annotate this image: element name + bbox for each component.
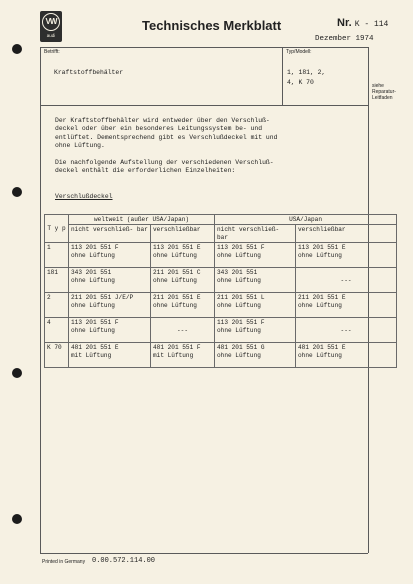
typ-header: T y p [45, 215, 69, 243]
type-label: Typ/Modell: [286, 49, 312, 55]
table-subheader-row [45, 225, 397, 243]
part-cell [69, 293, 151, 318]
vent-note: mit Lüftung [153, 351, 194, 359]
text-line: deckel oder über ein besonderes Leitungssystem be- und [55, 125, 263, 133]
vent-note: ohne Lüftung [71, 276, 115, 284]
paragraph-1 [55, 117, 277, 151]
table-row [45, 318, 397, 343]
part-cell [296, 268, 397, 293]
rule [40, 105, 368, 106]
bottom-rule [40, 553, 368, 554]
side-note-line: siehe [372, 83, 384, 89]
document-title: Technisches Merkblatt [142, 18, 282, 33]
typ-cell: 1 [45, 243, 69, 268]
table-row [45, 293, 397, 318]
vent-note: ohne Lüftung [71, 326, 115, 334]
part-number: 113 201 551 E [153, 244, 201, 252]
cap-table [44, 214, 397, 368]
vent-note: ohne Lüftung [71, 251, 115, 259]
part-cell [215, 243, 296, 268]
document-date: Dezember 1974 [315, 35, 374, 43]
subject-value: Kraftstoffbehälter [54, 69, 124, 76]
typ-cell: K 70 [45, 343, 69, 368]
table-row [45, 243, 397, 268]
vent-note: ohne Lüftung [217, 351, 261, 359]
vw-audi-logo [40, 11, 62, 42]
vent-note: ohne Lüftung [298, 351, 342, 359]
part-number: 211 201 551 C [153, 269, 201, 277]
logo-mark: VW [42, 13, 60, 31]
subheader-cell: nicht verschließ- bar [215, 225, 296, 243]
type-value-line2: 4, K 70 [287, 79, 314, 86]
vent-note: ohne Lüftung [298, 301, 342, 309]
part-number: 211 201 551 E [298, 294, 346, 302]
dash-placeholder: --- [177, 326, 188, 334]
side-note-line: Leitfaden [372, 95, 393, 102]
typ-cell: 2 [45, 293, 69, 318]
part-number: 113 201 551 F [217, 244, 265, 252]
part-cell [151, 268, 215, 293]
binder-hole [12, 44, 22, 54]
vent-note: ohne Lüftung [298, 251, 342, 259]
section-heading: Verschlußdeckel [55, 193, 113, 200]
table-header-row [45, 215, 397, 225]
paragraph-2 [55, 159, 274, 176]
text-line: Der Kraftstoffbehälter wird entweder über den Verschluß- [55, 117, 270, 124]
subject-label: Betrifft: [44, 49, 60, 55]
part-number: 113 201 551 F [71, 319, 119, 327]
dash-placeholder: --- [340, 326, 352, 334]
part-cell [69, 268, 151, 293]
vent-note: ohne Lüftung [71, 301, 115, 309]
table-row [45, 343, 397, 368]
part-number: 113 201 551 F [71, 244, 119, 252]
side-note [372, 83, 396, 102]
vent-note: ohne Lüftung [217, 251, 261, 259]
column-divider [282, 47, 283, 105]
part-number: 481 201 551 E [298, 344, 346, 352]
part-cell [215, 293, 296, 318]
group-header-usa-japan: USA/Japan [215, 215, 397, 225]
part-cell [296, 293, 397, 318]
part-number: 343 201 551 [71, 269, 112, 277]
subheader-cell: verschließbar [296, 225, 397, 243]
part-number: 481 201 551 E [71, 344, 119, 352]
part-cell [151, 243, 215, 268]
table-row [45, 268, 397, 293]
vent-note: ohne Lüftung [217, 326, 261, 334]
part-number: 481 201 551 G [217, 344, 265, 352]
dash-placeholder: --- [340, 276, 352, 284]
part-cell [296, 343, 397, 368]
group-header-worldwide: weltweit (außer USA/Japan) [69, 215, 215, 225]
side-note-line: Reparatur- [372, 89, 396, 96]
part-number: 211 201 551 L [217, 294, 265, 302]
part-cell [151, 343, 215, 368]
text-line: entlüftet. Dementsprechend gibt es Verschlußdeckel mit und [55, 133, 278, 141]
vent-note: ohne Lüftung [153, 276, 197, 284]
nr-value: K - 114 [354, 20, 389, 29]
vent-note: mit Lüftung [71, 351, 112, 359]
text-line: Die nachfolgende Aufstellung der verschiedenen Verschluß- [55, 159, 274, 166]
text-line: deckel enthält die erforderlichen Einzelheiten: [55, 167, 236, 175]
part-cell [296, 243, 397, 268]
part-cell [215, 268, 296, 293]
vent-note: ohne Lüftung [217, 301, 261, 309]
part-number: 113 201 551 E [298, 244, 346, 252]
document-code: 0.00.572.114.00 [92, 557, 156, 565]
vent-note: ohne Lüftung [153, 251, 197, 259]
part-cell [69, 343, 151, 368]
vent-note: ohne Lüftung [217, 276, 261, 284]
binder-hole [12, 187, 22, 197]
part-number: 211 201 551 E [153, 294, 201, 302]
binder-hole [12, 368, 22, 378]
typ-cell: 181 [45, 268, 69, 293]
nr-label: Nr. [337, 17, 352, 29]
part-number: 211 201 551 J/E/P [71, 294, 134, 302]
part-cell [151, 318, 215, 343]
subheader-cell: nicht verschließ- bar [69, 225, 151, 243]
binder-hole [12, 514, 22, 524]
part-cell [151, 293, 215, 318]
text-line: ohne Lüftung. [55, 142, 105, 150]
subheader-cell: verschließbar [151, 225, 215, 243]
part-cell [215, 343, 296, 368]
part-cell [215, 318, 296, 343]
part-cell [69, 318, 151, 343]
part-number: 343 201 551 [217, 269, 258, 277]
part-cell [69, 243, 151, 268]
vent-note: ohne Lüftung [153, 301, 197, 309]
type-value-line1: 1, 181, 2, [287, 69, 326, 76]
part-cell [296, 318, 397, 343]
left-margin-rule [40, 47, 41, 553]
part-number: 481 201 551 F [153, 344, 201, 352]
printed-in: Printed in Germany [42, 559, 86, 565]
rule [40, 47, 368, 48]
part-number: 113 201 551 F [217, 319, 265, 327]
document-number [337, 17, 388, 29]
typ-cell: 4 [45, 318, 69, 343]
logo-sub: audi [46, 33, 56, 38]
